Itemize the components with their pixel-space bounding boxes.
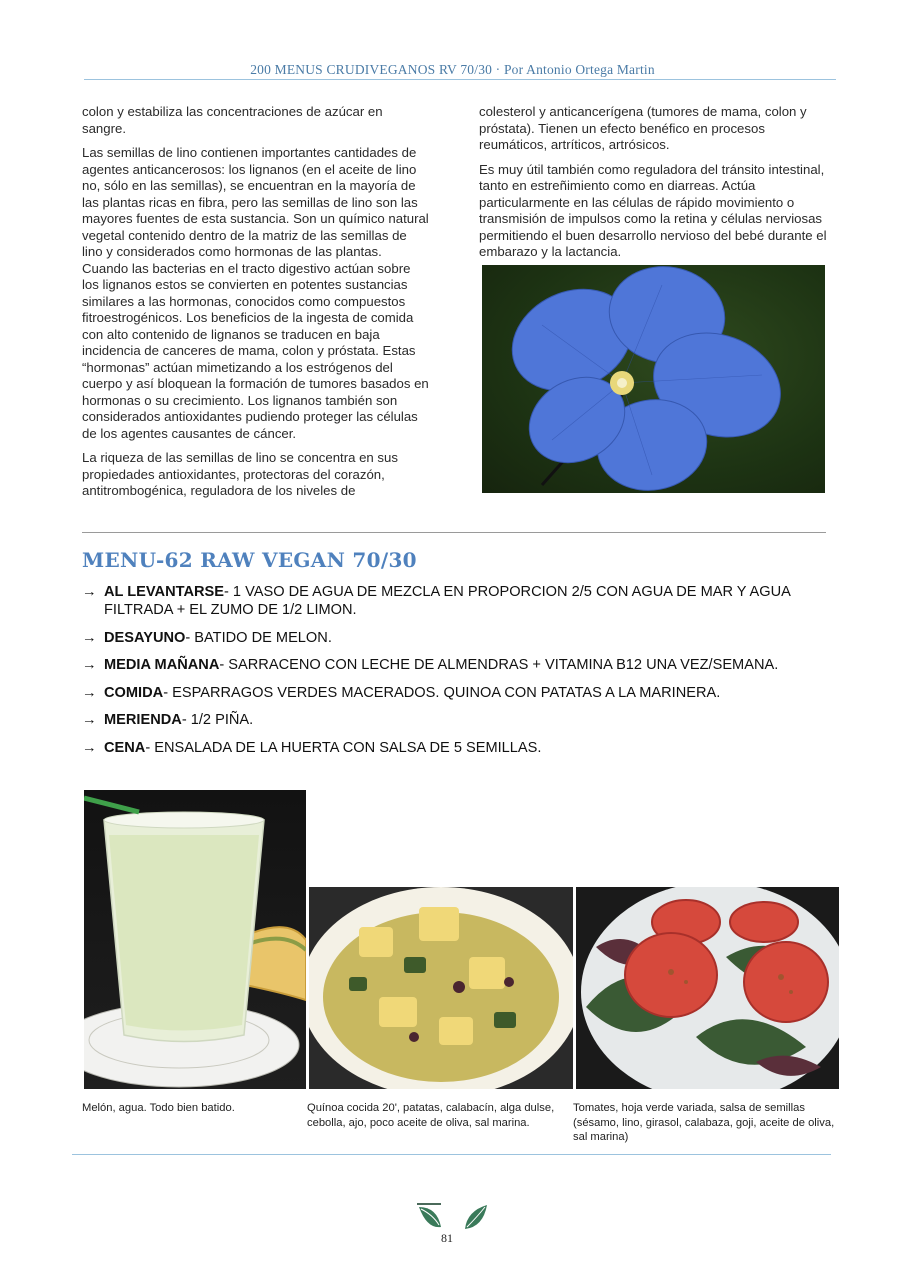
menu-item-label: COMIDA [104, 684, 164, 701]
leaf-pair-icon [417, 1203, 489, 1243]
melon-smoothie-photo [84, 790, 306, 1089]
article-column-right [479, 104, 827, 269]
footer-divider [72, 1154, 831, 1155]
photo-caption: Melón, agua. Todo bien batido. [82, 1102, 235, 1114]
page-number: 81 [441, 1231, 453, 1245]
flax-flower-illustration [482, 265, 825, 493]
salad-illustration [576, 887, 839, 1089]
menu-item-label: AL LEVANTARSE [104, 584, 224, 600]
menu-item-label: MERIENDA [104, 712, 182, 728]
article-column-left [82, 104, 430, 508]
menu-item-comida [82, 684, 812, 702]
menu-list [82, 583, 812, 766]
menu-item-merienda [82, 711, 812, 729]
flax-flower-photo [482, 265, 825, 493]
arrow-right-icon: → [82, 739, 97, 756]
arrow-right-icon: → [82, 712, 97, 728]
arrow-right-icon: → [82, 657, 97, 673]
arrow-right-icon: → [82, 584, 97, 600]
menu-item-al-levantarse [82, 583, 812, 619]
paragraph: La riqueza de las semillas de lino se concentra en sus propiedades antioxidantes, protectoras del corazón, antitrombogénica, reguladora de los niveles de [82, 450, 398, 498]
menu-item-text: - ESPARRAGOS VERDES MACERADOS. QUINOA CON PATATAS A LA MARINERA. [163, 684, 721, 701]
paragraph: Es muy útil también como reguladora del tránsito intestinal, tanto en estreñimiento como en diarreas. Actúa particularmente en las células de rápido movimiento o transmisión de impulsos como la retina y células nerviosas permitiendo el buen desarrollo nervioso del bebé durante el embarazo y la lactancia. [479, 161, 827, 259]
menu-item-text: - 1 VASO DE AGUA DE MEZCLA EN PROPORCION 2/5 CON AGUA DE MAR Y AGUA FILTRADA + EL ZUMO DE 1/2 LIMON. [104, 584, 791, 618]
paragraph: Las semillas de lino contienen importantes cantidades de agentes anticancerosos: los lignanos (en el aceite de lino no, sólo en las semillas), se encuentran en la mayoría de las plantas ricas en fibra, pero las semillas de lino son las mayores fuentes de esta sustancia. Son un químico natural vegetal contenido dentro de la matriz de las semillas de lino y considerados como hormonas de las plantas. Cuando las bacterias en el tracto digestivo actúan sobre los lignanos estos se convierten en potentes sustancias similares a las hormonas, conocidos como compuestos fitroestrogénicos. Los beneficios de la ingesta de comida con alto contenido de lignanos se traducen en baja incidencia de canceres de mama, colon y próstata. Estas “hormonas” actúan mimetizando a los estrógenos del cuerpo y así bloquean la formación de tumores basados en hormonas o su crecimiento. Los lignanos también son considerados antioxidantes pudiendo proteger las células de los agentes causantes de cáncer. [82, 145, 429, 441]
photo-caption: Quínoa cocida 20', patatas, calabacín, alga dulse, cebolla, ajo, poco aceite de oliva, sal marina. [307, 1102, 555, 1129]
quinoa-dish-photo [309, 887, 573, 1089]
arrow-right-icon: → [82, 629, 97, 646]
menu-item-text: - 1/2 PIÑA. [181, 712, 254, 728]
menu-item-desayuno [82, 629, 812, 647]
salad-photo [576, 887, 839, 1089]
menu-item-media-manana [82, 656, 812, 674]
quinoa-dish-illustration [309, 887, 573, 1089]
menu-item-text: - BATIDO DE MELON. [185, 629, 332, 646]
menu-item-label: MEDIA MAÑANA [104, 657, 220, 673]
header-divider [84, 79, 836, 80]
menu-item-label: CENA [104, 739, 146, 756]
paragraph: colesterol y anticancerígena (tumores de mama, colon y próstata). Tienen un efecto benéfico en procesos reumáticos, artríticos, artrósicos. [479, 104, 807, 152]
paragraph: colon y estabiliza las concentraciones de azúcar en sangre. [82, 104, 383, 136]
section-divider [82, 532, 826, 533]
menu-item-text: - ENSALADA DE LA HUERTA CON SALSA DE 5 SEMILLAS. [145, 739, 542, 756]
photo-caption: Tomates, hoja verde variada, salsa de semillas (sésamo, lino, girasol, calabaza, goji, aceite de oliva, sal marina) [573, 1102, 835, 1143]
menu-item-cena [82, 739, 812, 757]
menu-item-label: DESAYUNO [104, 629, 186, 646]
menu-item-text: - SARRACENO CON LECHE DE ALMENDRAS + VITAMINA B12 UNA VEZ/SEMANA. [219, 657, 779, 673]
running-header: 200 MENUS CRUDIVEGANOS RV 70/30 · Por Antonio Ortega Martin [250, 62, 655, 77]
menu-title: MENU-62 RAW VEGAN 70/30 [82, 548, 417, 572]
arrow-right-icon: → [82, 684, 97, 701]
melon-smoothie-illustration [84, 790, 306, 1089]
